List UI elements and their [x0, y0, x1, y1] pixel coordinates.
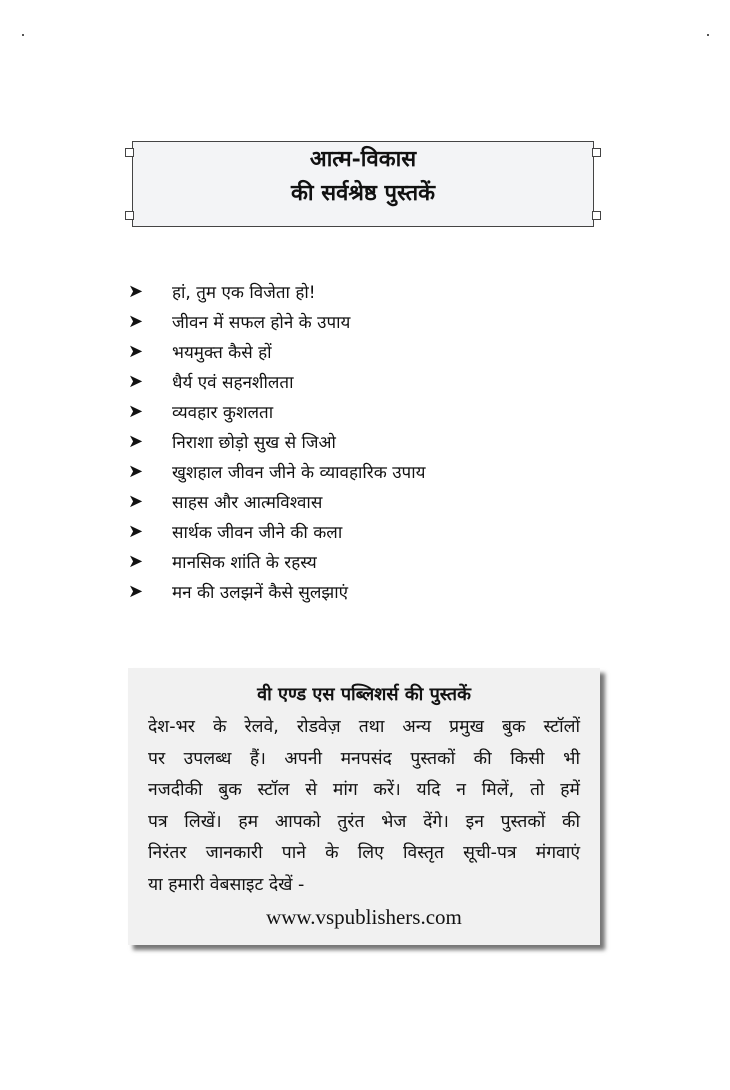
- frame-corner-ornament: [125, 211, 134, 220]
- arrowhead-icon: ➤: [128, 370, 144, 392]
- book-list-item: [128, 366, 425, 396]
- book-list-item: [128, 426, 425, 456]
- arrowhead-icon: ➤: [128, 280, 144, 302]
- book-title: मानसिक शांति के रहस्य: [172, 552, 317, 573]
- book-title: व्यवहार कुशलता: [172, 402, 274, 423]
- arrowhead-icon: ➤: [128, 310, 144, 332]
- arrowhead-icon: ➤: [128, 520, 144, 542]
- book-list-item: [128, 396, 425, 426]
- info-heading: वी एण्ड एस पब्लिशर्स की पुस्तकें: [257, 684, 471, 705]
- arrowhead-icon: ➤: [128, 550, 144, 572]
- info-line: या हमारी वेबसाइट देखें -: [148, 874, 305, 895]
- info-line: पर उपलब्ध हैं। अपनी मनपसंद पुस्तकों की किसी भी: [148, 748, 580, 769]
- corner-mark: [22, 34, 24, 36]
- publisher-info-box: [128, 668, 600, 945]
- info-line: निरंतर जानकारी पाने के लिए विस्तृत सूची-पत्र मंगवाएं: [148, 843, 580, 863]
- website-url: www.vspublishers.com: [266, 905, 462, 929]
- book-title: निराशा छोड़ो सुख से जिओ: [172, 432, 336, 453]
- book-title: हां, तुम एक विजेता हो!: [172, 282, 316, 303]
- page-title-line-1: आत्म-विकास: [309, 146, 417, 172]
- arrowhead-icon: ➤: [128, 490, 144, 512]
- book-title: भयमुक्त कैसे हों: [172, 342, 272, 363]
- book-title: साहस और आत्मविश्वास: [172, 492, 323, 513]
- info-line: नजदीकी बुक स्टॉल से मांग करें। यदि न मिलें, तो हमें: [148, 780, 580, 800]
- arrowhead-icon: ➤: [128, 580, 144, 602]
- book-list: [128, 276, 425, 606]
- book-list-item: [128, 456, 425, 486]
- corner-mark: [707, 34, 709, 36]
- info-line: देश-भर के रेलवे, रोडवेज़ तथा अन्य प्रमुख बुक स्टॉलों: [148, 717, 580, 737]
- arrowhead-icon: ➤: [128, 430, 144, 452]
- book-title: धैर्य एवं सहनशीलता: [172, 372, 294, 393]
- page-title-line-2: की सर्वश्रेष्ठ पुस्तकें: [290, 180, 436, 206]
- book-title: मन की उलझनें कैसे सुलझाएं: [172, 582, 349, 603]
- arrowhead-icon: ➤: [128, 340, 144, 362]
- book-list-item: [128, 486, 425, 516]
- arrowhead-icon: ➤: [128, 400, 144, 422]
- book-title: खुशहाल जीवन जीने के व्यावहारिक उपाय: [172, 462, 426, 483]
- title-frame: [132, 141, 594, 227]
- arrowhead-icon: ➤: [128, 460, 144, 482]
- frame-corner-ornament: [592, 148, 601, 157]
- frame-corner-ornament: [125, 148, 134, 157]
- info-body: [148, 712, 580, 901]
- book-list-item: [128, 576, 425, 606]
- book-list-item: [128, 546, 425, 576]
- frame-corner-ornament: [592, 211, 601, 220]
- book-title: जीवन में सफल होने के उपाय: [172, 312, 351, 333]
- book-title: सार्थक जीवन जीने की कला: [172, 522, 343, 543]
- book-list-item: [128, 306, 425, 336]
- book-list-item: [128, 516, 425, 546]
- book-list-item: [128, 276, 425, 306]
- info-line: पत्र लिखें। हम आपको तुरंत भेज देंगे। इन पुस्तकों की: [148, 811, 580, 832]
- book-list-item: [128, 336, 425, 366]
